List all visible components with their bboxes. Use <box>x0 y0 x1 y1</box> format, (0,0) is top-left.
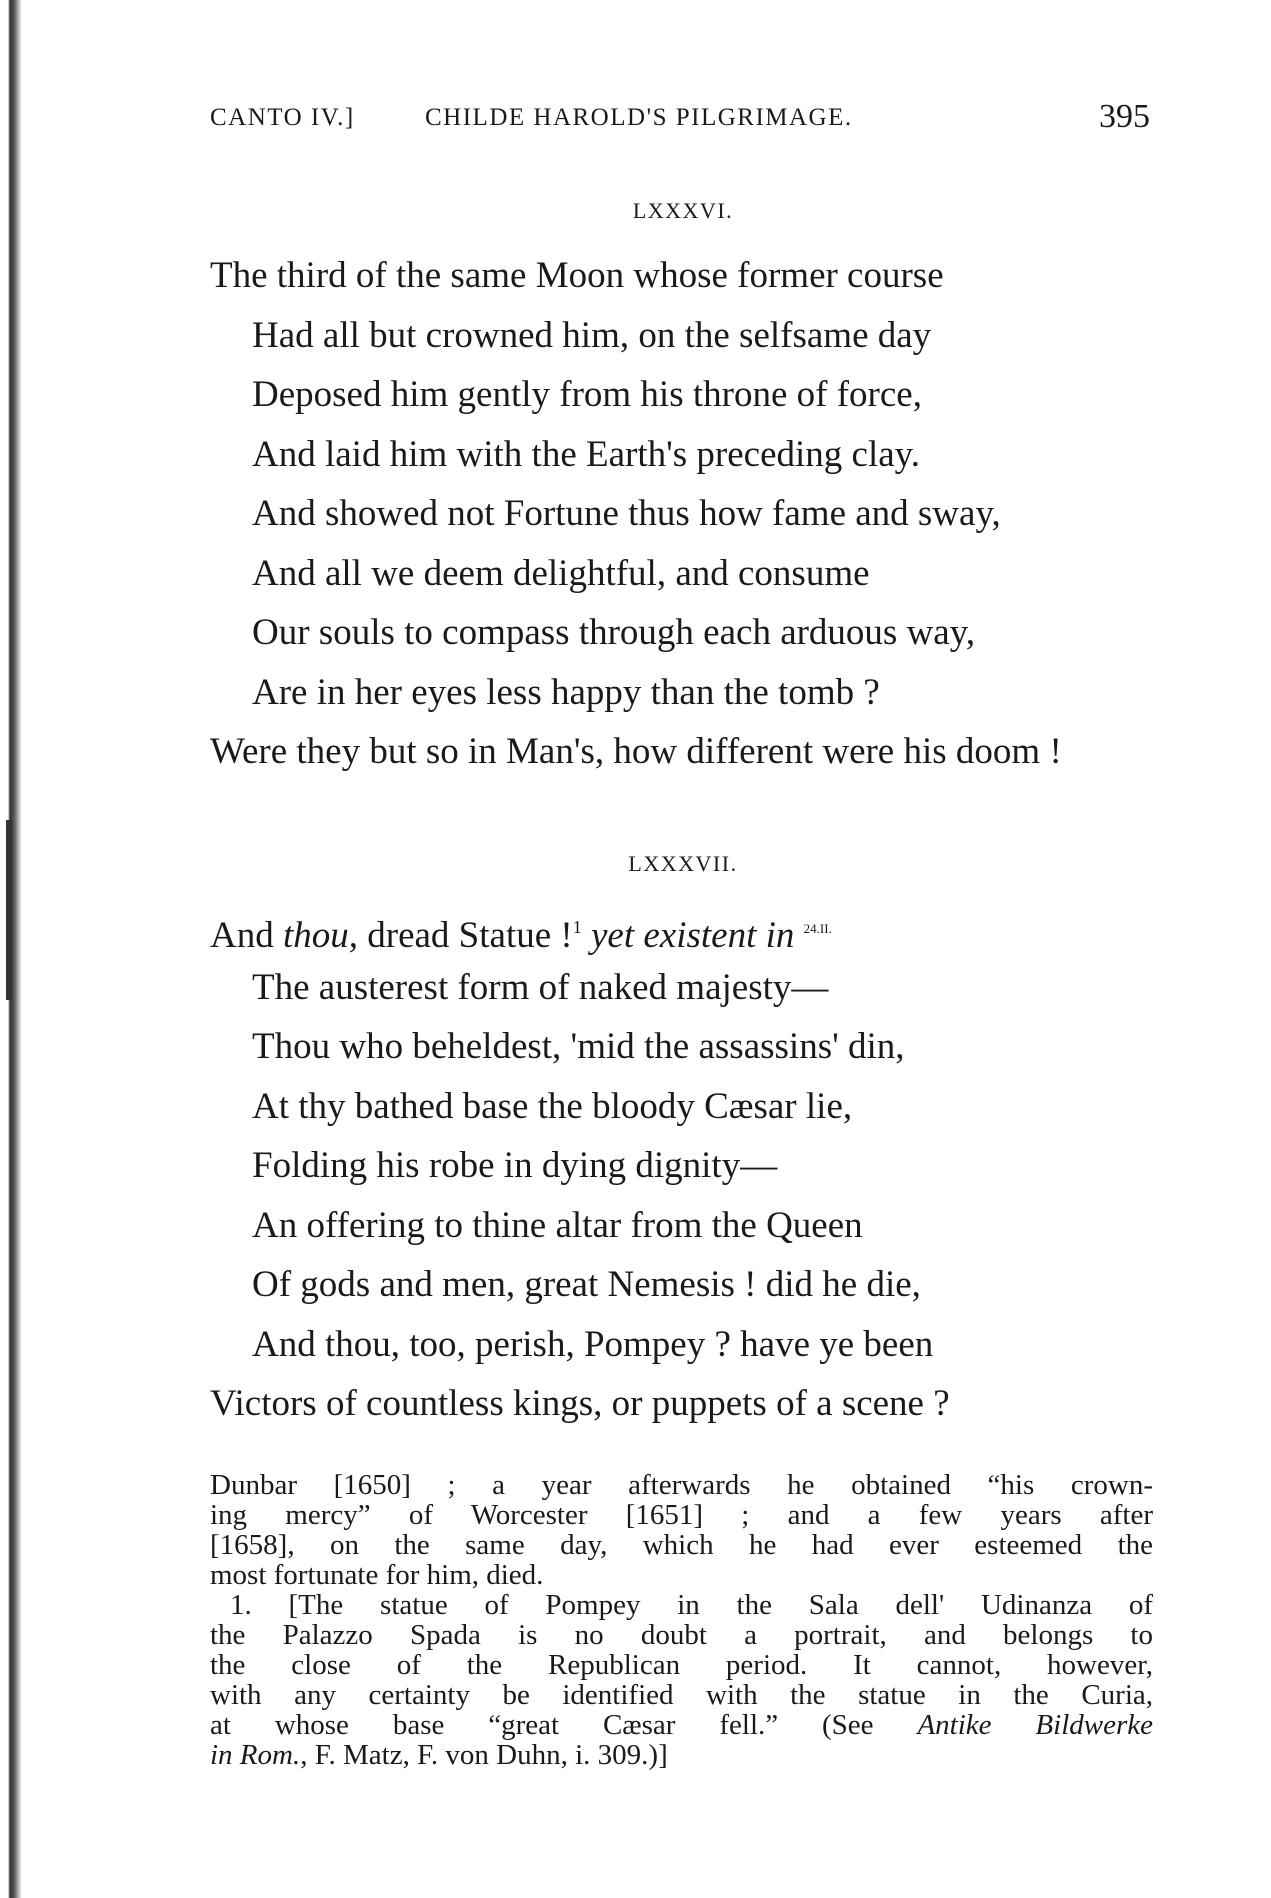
verse-line: Victors of countless kings, or puppets of a scene ? <box>210 1383 950 1424</box>
footnote-citation: in Rom. <box>210 1739 301 1771</box>
footnote-text: at whose base “great Cæsar fell.” (See <box>210 1709 918 1741</box>
verse-line: And thou, too, perish, Pompey ? have ye been <box>252 1323 934 1365</box>
page-binding-mark <box>6 820 12 1000</box>
footnotes <box>210 1470 1153 1770</box>
footnote-text: , F. Matz, F. von Duhn, i. 309.)] <box>300 1739 668 1771</box>
footnote-line <box>210 1740 1153 1770</box>
verse-line: And showed not Fortune thus how fame and sway, <box>252 493 1001 534</box>
verse-line <box>210 898 950 958</box>
margin-note: 24.II. <box>803 921 832 936</box>
stanza-number: LXXXVII. <box>628 851 738 876</box>
verse-text: yet existent in <box>581 915 795 956</box>
verse-line: The austerest form of naked majesty— <box>252 966 829 1008</box>
verse-text: dread Statue ! <box>358 915 573 956</box>
verse-line: An offering to thine altar from the Queen <box>252 1204 863 1246</box>
footnote-line: most fortunate for him, died. <box>210 1559 544 1591</box>
footnote-line: the close of the Republican period. It cannot, however, <box>210 1649 1153 1681</box>
header-canto: CANTO IV.] <box>210 104 355 131</box>
footnote-line: [1658], on the same day, which he had ever esteemed the <box>210 1529 1153 1561</box>
footnote-line: the Palazzo Spada is no doubt a portrait, and belongs to <box>210 1619 1153 1651</box>
verse-text: And <box>210 915 283 956</box>
footnote-line: Dunbar [1650] ; a year afterwards he obtained “his crown- <box>210 1469 1153 1501</box>
verse-line: Our souls to compass through each arduous way, <box>252 612 976 653</box>
verse-line: Folding his robe in dying dignity— <box>252 1145 778 1186</box>
footnote-citation: Antike Bildwerke <box>917 1709 1153 1741</box>
footnote-line <box>210 1710 1153 1740</box>
verse-line: And all we deem delightful, and consume <box>252 552 870 594</box>
verse-line: The third of the same Moon whose former course <box>210 255 944 296</box>
footnote-line: ing mercy” of Worcester [1651] ; and a few years after <box>210 1499 1153 1531</box>
footnote-ref: 1 <box>572 917 582 937</box>
footnote-line: 1. [The statue of Pompey in the Sala dell' Udinanza of <box>230 1589 1153 1621</box>
verse-text: thou, <box>282 915 359 956</box>
verse-line: At thy bathed base the bloody Cæsar lie, <box>252 1085 853 1127</box>
footnote-line: with any certainty be identified with the statue in the Curia, <box>210 1679 1153 1711</box>
running-header <box>210 98 1150 138</box>
stanza-lxxxvii <box>210 898 950 1434</box>
verse-line: Deposed him gently from his throne of force, <box>252 374 922 415</box>
page-number: 395 <box>1099 98 1150 135</box>
stanza-lxxxvi <box>210 246 1062 782</box>
stanza-number: LXXXVI. <box>632 198 734 223</box>
header-title: CHILDE HAROLD'S PILGRIMAGE. <box>425 104 853 131</box>
verse-line: Were they but so in Man's, how different were his doom ! <box>210 731 1062 772</box>
verse-line: Are in her eyes less happy than the tomb ? <box>252 671 880 713</box>
verse-line: Had all but crowned him, on the selfsame day <box>252 314 932 356</box>
verse-line: Thou who beheldest, 'mid the assassins' din, <box>252 1026 905 1067</box>
verse-line: And laid him with the Earth's preceding clay. <box>252 433 921 475</box>
verse-line: Of gods and men, great Nemesis ! did he die, <box>252 1264 921 1305</box>
